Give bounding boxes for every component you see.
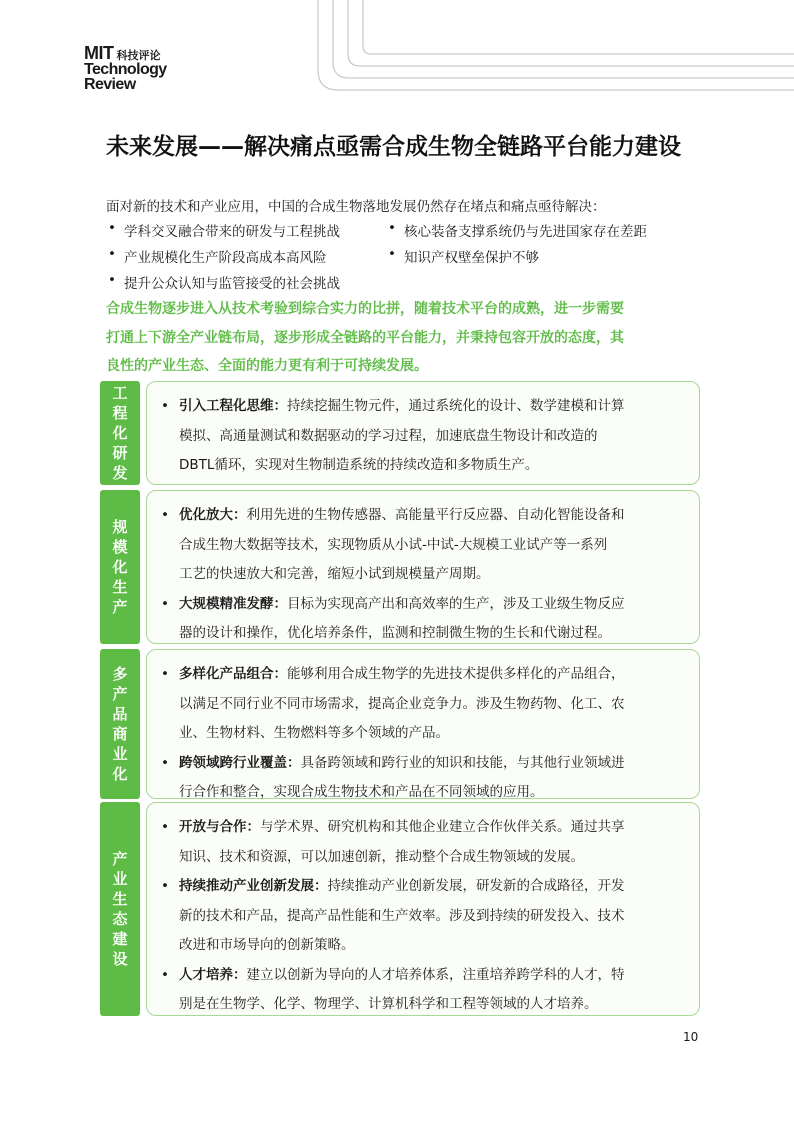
intro-block [106,195,706,298]
highlight-line: 合成生物逐步进入从技术考验到综合实力的比拼，随着技术平台的成熟，进一步需要 [106,301,624,317]
highlight-line: 打通上下游全产业链布局，逐步形成全链路的平台能力，并秉持包容开放的态度，其 [106,329,624,346]
list-item: • 优化放大：利用先进的生物传感器、高能量平行反应器、自动化智能设备和 合成生物大数据等技术，实现物质从小试-中试-大规模工业试产等一系列 工艺的快速放大和完善，缩短小试到规模量产周期。 [159,501,689,590]
list-item: • 开放与合作：与学术界、研究机构和其他企业建立合作伙伴关系。通过共享 知识、技术和资源，可以加速创新，推动整个合成生物领域的发展。 [159,813,689,872]
highlight-line: 良性的产业生态、全面的能力更有利于可持续发展。 [106,358,428,374]
section-tab: 多 产 品 商 业 化 [100,649,140,799]
page-number: 10 [683,1030,699,1044]
page-title: 未来发展——解决痛点亟需合成生物全链路平台能力建设 [106,134,681,160]
list-item: • 大规模精准发酵：目标为实现高产出和高效率的生产，涉及工业级生物反应 器的设计和操作，优化培养条件，监测和控制微生物的生长和代谢过程。 [159,590,689,649]
logo-review: Review [84,76,136,93]
intro-bullet: • 学科交叉融合带来的研发与工程挑战 [108,220,340,240]
list-item: • 持续推动产业创新发展：持续推动产业创新发展，研发新的合成路径，开发 新的技术和产品，提高产品性能和生产效率。涉及到持续的研发投入、技术 改进和市场导向的创新策略。 [159,872,689,961]
intro-bullet: • 核心装备支撑系统仍与先进国家存在差距 [388,220,647,240]
intro-bullet: • 知识产权壁垒保护不够 [388,246,539,266]
list-item: • 跨领域跨行业覆盖：具备跨领域和跨行业的知识和技能，与其他行业领域进 行合作和整合，实现合成生物技术和产品在不同领域的应用。 [159,749,689,808]
section-industry-ecosystem [100,802,700,1016]
intro-lead: 面对新的技术和产业应用，中国的合成生物落地发展仍然存在堵点和痛点亟待解决： [106,199,606,215]
section-multi-product [100,649,700,799]
logo-cn: 科技评论 [116,49,161,62]
brand-logo [84,44,167,92]
section-box [146,802,700,1016]
section-scale-production [100,490,700,644]
section-engineering-rd [100,381,700,485]
highlight-paragraph [106,295,696,381]
list-item: • 人才培养：建立以创新为导向的人才培养体系，注重培养跨学科的人才，特 别是在生物学、化学、物理学、计算机科学和工程等领域的人才培养。 [159,961,689,1020]
logo-technology: Technology [84,61,167,78]
list-item: • 多样化产品组合：能够利用合成生物学的先进技术提供多样化的产品组合， 以满足不同行业不同市场需求，提高企业竞争力。涉及生物药物、化工、农 业、生物材料、生物燃料等多个领域的产品。 [159,660,689,749]
section-tab: 规 模 化 生 产 [100,490,140,644]
logo-mit: MIT [84,43,114,63]
intro-bullet: • 提升公众认知与监管接受的社会挑战 [108,272,340,292]
list-item: • 引入工程化思维：持续挖掘生物元件，通过系统化的设计、数学建模和计算 模拟、高通量测试和数据驱动的学习过程，加速底盘生物设计和改造的 DBTL循环，实现对生物制造系统的持续改造和多物质生产。 [159,392,689,481]
section-box [146,490,700,644]
section-tab: 产 业 生 态 建 设 [100,802,140,1016]
intro-bullet: • 产业规模化生产阶段高成本高风险 [108,246,327,266]
section-box [146,649,700,799]
section-tab: 工 程 化 研 发 [100,381,140,485]
section-box [146,381,700,485]
